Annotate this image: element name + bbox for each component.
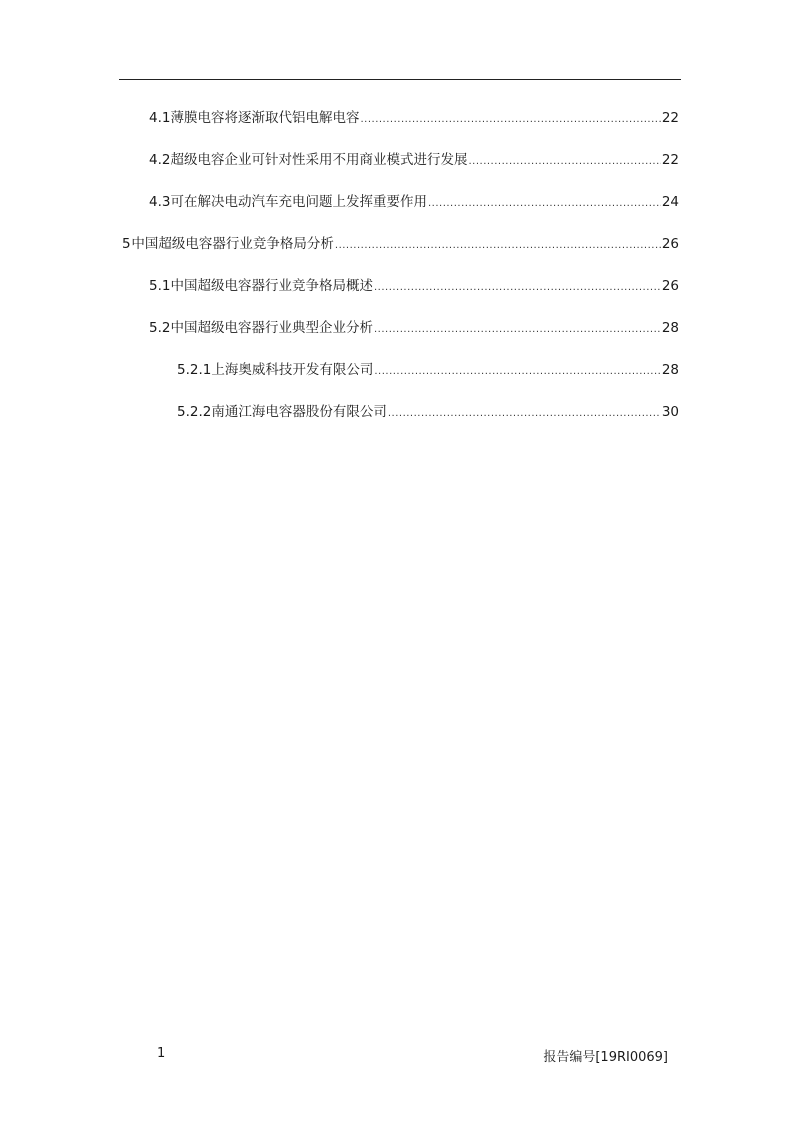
toc-entry-4-3[interactable]	[149, 193, 679, 213]
toc-title: 可在解决电动汽车充电问题上发挥重要作用	[170, 194, 427, 210]
toc-page-number: 26	[661, 236, 679, 252]
toc-number: 5.2.2	[177, 404, 212, 420]
toc-leader-dots	[374, 321, 661, 339]
toc-entry-4-2[interactable]	[149, 151, 679, 171]
toc-page-number: 30	[661, 404, 679, 420]
toc-title: 中国超级电容器行业竞争格局分析	[131, 236, 334, 252]
toc-number: 5.2.1	[177, 362, 212, 378]
toc-number: 4.2	[149, 152, 171, 168]
toc-page-number: 24	[661, 194, 679, 210]
toc-page-number: 28	[661, 320, 679, 336]
toc-title: 中国超级电容器行业典型企业分析	[170, 320, 373, 336]
toc-leader-dots	[374, 279, 661, 297]
toc-entry-5-1[interactable]	[149, 277, 679, 297]
header-rule	[119, 79, 681, 80]
toc-entry-4-1[interactable]	[149, 109, 679, 129]
toc-entry-5-2-2[interactable]	[177, 403, 679, 423]
toc-page-number: 26	[661, 278, 679, 294]
toc-leader-dots	[428, 195, 661, 213]
toc-leader-dots	[335, 237, 661, 255]
toc-leader-dots	[360, 111, 660, 129]
toc-number: 4.3	[149, 194, 171, 210]
toc-title: 上海奥威科技开发有限公司	[211, 362, 374, 378]
toc-page-number: 22	[661, 110, 679, 126]
toc-leader-dots	[388, 405, 661, 423]
footer-report-id: 报告编号[19RI0069]	[543, 1050, 668, 1065]
toc-entry-5[interactable]	[122, 235, 679, 255]
toc-entry-5-2-1[interactable]	[177, 361, 679, 381]
toc-number: 5	[122, 236, 131, 252]
toc-leader-dots	[374, 363, 660, 381]
footer-page-number: 1	[157, 1046, 166, 1061]
toc-number: 5.1	[149, 278, 171, 294]
toc-leader-dots	[468, 153, 660, 171]
toc-title: 南通江海电容器股份有限公司	[211, 404, 387, 420]
toc-title: 薄膜电容将逐渐取代铝电解电容	[170, 110, 360, 126]
toc-page-number: 28	[661, 362, 679, 378]
toc-page-number: 22	[661, 152, 679, 168]
toc-number: 5.2	[149, 320, 171, 336]
toc-number: 4.1	[149, 110, 171, 126]
toc-title: 超级电容企业可针对性采用不用商业模式进行发展	[170, 152, 468, 168]
toc-entry-5-2[interactable]	[149, 319, 679, 339]
toc-title: 中国超级电容器行业竞争格局概述	[170, 278, 373, 294]
